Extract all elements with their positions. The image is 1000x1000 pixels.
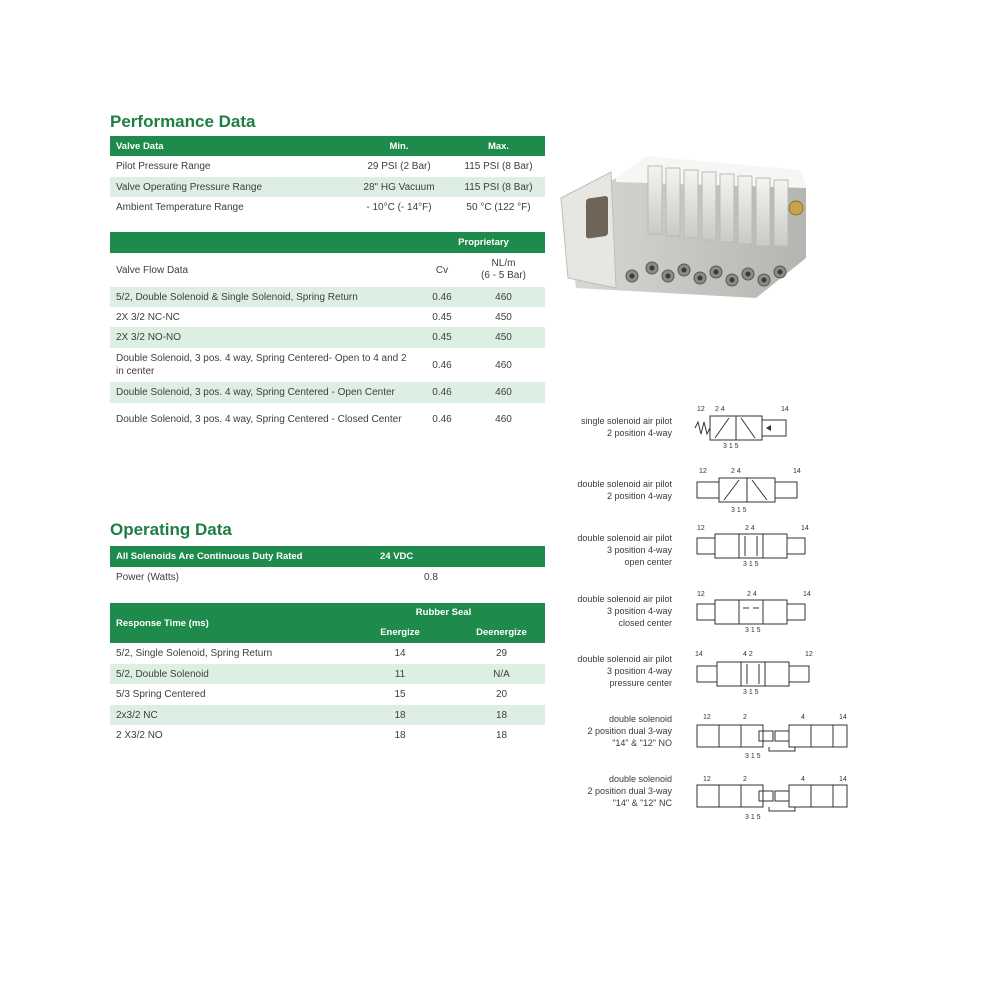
port-label: 14 <box>839 714 847 721</box>
table-row <box>110 197 545 218</box>
port-label: 12 <box>805 651 813 658</box>
port-label: 3 1 5 <box>745 753 761 760</box>
header-valve-data: Valve Data <box>110 136 346 156</box>
symbol-label-line: 2 position 4-way <box>606 428 672 438</box>
port-label: 3 1 5 <box>745 814 761 821</box>
cell-label: Pilot Pressure Range <box>116 161 211 172</box>
valve-symbol-1 <box>693 400 793 450</box>
cell-min: 29 PSI (2 Bar) <box>367 161 431 172</box>
table-row <box>110 348 545 382</box>
cell-nl: 460 <box>495 359 512 371</box>
cell-energize: 14 <box>394 648 406 659</box>
cell-min: 28" HG Vacuum <box>346 177 452 197</box>
table-subheader-row <box>110 253 545 287</box>
cell-label: Double Solenoid, 3 pos. 4 way, Spring Centered- Open to 4 and 2 in center <box>116 353 407 377</box>
port-label: 3 1 5 <box>743 689 759 696</box>
port-label: 2 <box>743 776 747 783</box>
table-row <box>110 567 545 588</box>
valve-symbol-6 <box>693 705 853 760</box>
table-header-row <box>110 136 545 156</box>
symbol-label <box>540 478 672 502</box>
header-blank <box>110 232 422 253</box>
cell-label: 2x3/2 NC <box>110 705 342 725</box>
symbol-label-line: double solenoid air pilot <box>577 479 672 489</box>
symbol-label-line: double solenoid <box>608 714 672 724</box>
symbol-label <box>540 713 672 749</box>
valve-manifold-image <box>556 148 812 330</box>
port-label: 3 1 5 <box>723 443 739 450</box>
header-continuous-duty: All Solenoids Are Continuous Duty Rated <box>110 546 374 567</box>
symbol-label-line: open center <box>624 557 672 567</box>
header-proprietary: Proprietary <box>422 232 545 253</box>
col-cv: Cv <box>435 264 449 276</box>
header-response-time: Response Time (ms) <box>110 603 342 643</box>
symbol-label <box>540 415 672 439</box>
table-row <box>110 725 545 746</box>
cell-label: Valve Operating Pressure Range <box>110 177 346 197</box>
symbol-label-line: pressure center <box>609 678 672 688</box>
cell-min: - 10°C (- 14°F) <box>366 202 432 213</box>
port-label: 4 <box>801 714 805 721</box>
symbol-label <box>540 653 672 689</box>
cell-deenergize: 20 <box>495 689 508 700</box>
port-label: 2 <box>743 714 747 721</box>
cell-label: Double Solenoid, 3 pos. 4 way, Spring Centered - Open Center <box>110 382 422 403</box>
operating-table <box>110 546 545 588</box>
table-header-row <box>110 232 545 253</box>
cell-max: 115 PSI (8 Bar) <box>464 161 533 172</box>
response-table <box>110 603 545 746</box>
port-label: 12 <box>703 714 711 721</box>
table-row <box>110 684 545 705</box>
symbol-label-line: 3 position 4-way <box>606 666 672 676</box>
table-row <box>110 307 545 327</box>
port-label: 14 <box>781 406 789 413</box>
performance-title: Performance Data <box>110 112 256 131</box>
cell-label: 2 X3/2 NO <box>116 730 163 741</box>
port-label: 12 <box>697 591 705 598</box>
table-row <box>110 643 545 664</box>
header-voltage: 24 VDC <box>374 546 545 567</box>
symbol-label <box>540 773 672 809</box>
port-label: 2 4 <box>731 468 741 475</box>
port-label: 12 <box>699 468 707 475</box>
cell-energize: 15 <box>394 689 406 700</box>
valve-symbol-7 <box>693 767 853 822</box>
table-header-row <box>110 546 545 567</box>
header-rubber-seal: Rubber Seal <box>342 603 545 622</box>
header-min: Min. <box>346 136 452 156</box>
port-label: 2 4 <box>747 591 757 598</box>
symbol-label-line: double solenoid air pilot <box>577 594 672 604</box>
cell-label: 5/2, Double Solenoid <box>110 664 342 684</box>
col-nl-sub: (6 - 5 Bar) <box>480 270 526 281</box>
cell-value: 0.8 <box>424 572 438 583</box>
table-row <box>110 287 545 307</box>
port-label: 12 <box>697 525 705 532</box>
cell-cv: 0.46 <box>432 359 452 371</box>
symbol-label-line: double solenoid air pilot <box>577 654 672 664</box>
table-row <box>110 664 545 684</box>
cell-label: Power (Watts) <box>116 572 179 583</box>
flow-table <box>110 232 545 435</box>
cell-nl: 450 <box>462 327 545 348</box>
port-label: 3 1 5 <box>745 627 761 634</box>
symbol-label-line: 2 position dual 3-way <box>587 786 672 796</box>
symbol-label-line: 3 position 4-way <box>606 545 672 555</box>
cell-cv: 0.46 <box>432 413 452 425</box>
cell-label: Double Solenoid, 3 pos. 4 way, Spring Centered - Closed Center <box>116 413 402 425</box>
cell-cv: 0.46 <box>422 382 462 403</box>
symbol-label-line: 3 position 4-way <box>606 606 672 616</box>
table-row <box>110 403 545 435</box>
col-nl-label: NL/m <box>491 258 516 269</box>
cell-energize: 18 <box>394 730 406 741</box>
cell-deenergize: 18 <box>458 705 545 725</box>
port-label: 14 <box>803 591 811 598</box>
symbol-label-line: "14" & "12" NO <box>612 738 672 748</box>
port-label: 2 4 <box>745 525 755 532</box>
col-nl <box>462 253 545 287</box>
symbol-label-line: 2 position dual 3-way <box>587 726 672 736</box>
port-label: 2 4 <box>715 406 725 413</box>
table-row <box>110 327 545 348</box>
cell-label: 5/2, Double Solenoid & Single Solenoid, Spring Return <box>110 287 422 307</box>
symbol-label <box>540 532 672 568</box>
symbol-label-line: 2 position 4-way <box>606 491 672 501</box>
cell-nl: 450 <box>495 311 512 323</box>
port-label: 12 <box>697 406 705 413</box>
port-label: 3 1 5 <box>743 561 759 568</box>
header-max: Max. <box>452 136 545 156</box>
cell-nl: 460 <box>462 287 545 307</box>
cell-label: 2X 3/2 NC-NC <box>116 311 180 323</box>
cell-label: 5/3 Spring Centered <box>116 689 206 700</box>
symbol-label <box>540 593 672 629</box>
symbol-label-line: double solenoid air pilot <box>577 533 672 543</box>
port-label: 14 <box>801 525 809 532</box>
cell-energize: 18 <box>342 705 458 725</box>
cell-energize: 11 <box>342 664 458 684</box>
cell-cv: 0.45 <box>422 327 462 348</box>
cell-nl: 460 <box>495 413 512 425</box>
cell-max: 115 PSI (8 Bar) <box>452 177 545 197</box>
cell-label: 5/2, Single Solenoid, Spring Return <box>116 648 273 659</box>
table-row <box>110 156 545 177</box>
port-label: 14 <box>695 651 703 658</box>
header-deenergize: Deenergize <box>458 622 545 643</box>
table-row <box>110 705 545 725</box>
operating-title: Operating Data <box>110 520 232 539</box>
table-row <box>110 177 545 197</box>
cell-cv: 0.46 <box>422 287 462 307</box>
valve-symbol-4 <box>693 584 815 636</box>
port-label: 4 <box>801 776 805 783</box>
symbol-label-line: single solenoid air pilot <box>580 416 672 426</box>
header-energize: Energize <box>342 622 458 643</box>
symbol-label-line: double solenoid <box>608 774 672 784</box>
table-header-row <box>110 603 545 622</box>
cell-deenergize: 18 <box>495 730 508 741</box>
valve-symbol-2 <box>693 462 808 514</box>
port-label: 3 1 5 <box>731 507 747 514</box>
port-label: 4 2 <box>743 651 753 658</box>
performance-table <box>110 136 545 218</box>
valve-symbol-5 <box>693 644 818 696</box>
port-label: 14 <box>793 468 801 475</box>
cell-deenergize: N/A <box>458 664 545 684</box>
symbol-label-line: "14" & "12" NC <box>612 798 672 808</box>
cell-deenergize: 29 <box>495 648 508 659</box>
cell-cv: 0.45 <box>432 311 452 323</box>
cell-label: Ambient Temperature Range <box>116 202 244 213</box>
cell-label: 2X 3/2 NO-NO <box>110 327 422 348</box>
table-row <box>110 382 545 403</box>
port-label: 12 <box>703 776 711 783</box>
col-valve-flow-data: Valve Flow Data <box>116 264 189 276</box>
port-label: 14 <box>839 776 847 783</box>
valve-symbol-3 <box>693 520 813 570</box>
cell-nl: 460 <box>462 382 545 403</box>
symbol-label-line: closed center <box>618 618 672 628</box>
cell-max: 50 °C (122 °F) <box>466 202 531 213</box>
